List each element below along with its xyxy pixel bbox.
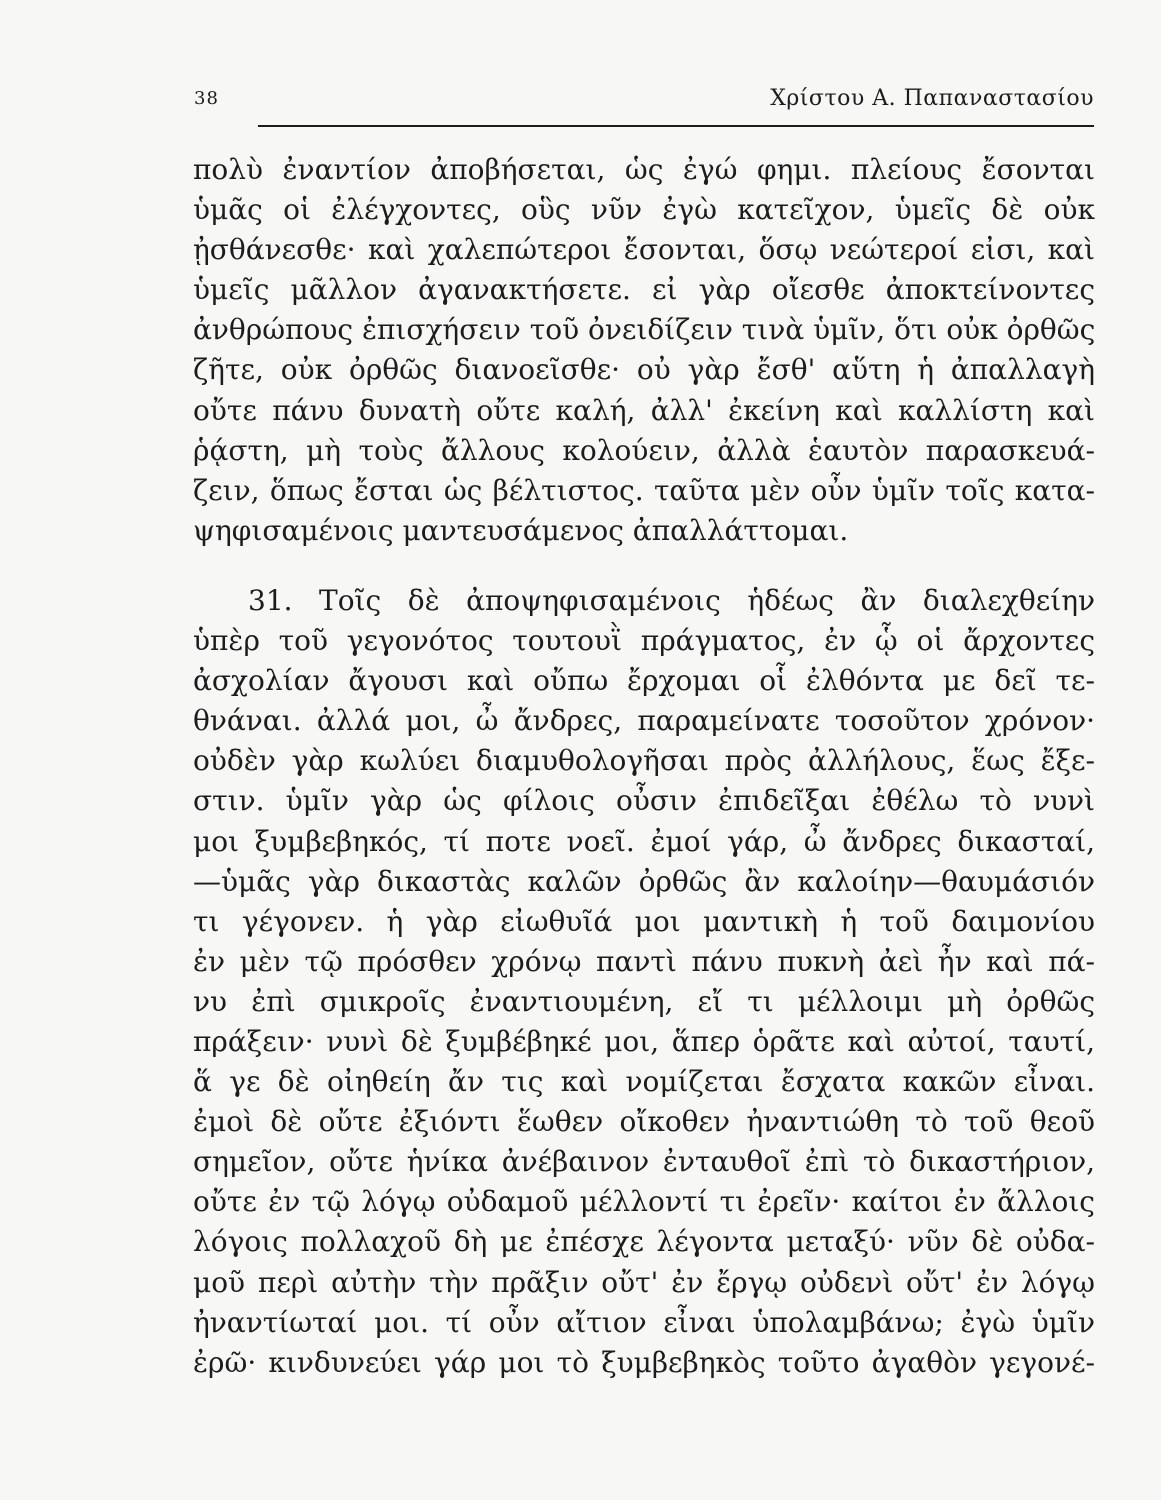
text-line: ἐρῶ· κινδυνεύει γάρ μοι τὸ ξυμβεβηκὸς τοῦτο ἀγαθὸν γεγονέ- (193, 1345, 1095, 1379)
text-line: πράξειν· νυνὶ δὲ ξυμβέβηκέ μοι, ἅπερ ὁρᾶτε καὶ αὐτοί, ταυτί, (193, 1024, 1095, 1058)
text-line: ἐν μὲν τῷ πρόσθεν χρόνῳ παντὶ πάνυ πυκνὴ ἀεὶ ἦν καὶ πά- (193, 944, 1095, 978)
text-line: ψηφισαμένοις μαντευσάμενος ἀπαλλάττομαι. (193, 513, 849, 547)
paragraph-gap (193, 551, 1095, 581)
text-line: θνάναι. ἀλλά μοι, ὦ ἄνδρες, παραμείνατε τοσοῦτον χρόνον· (193, 704, 1095, 738)
page-number: 38 (194, 88, 219, 109)
text-line: ἅ γε δὲ οἰηθείη ἄν τις καὶ νομίζεται ἔσχατα κακῶν εἶναι. (193, 1065, 1095, 1099)
paragraph-1 (193, 150, 1095, 551)
running-head: Χρίστου Α. Παπαναστασίου (770, 86, 1094, 111)
text-line: ῥᾴστη, μὴ τοὺς ἄλλους κολούειν, ἀλλὰ ἑαυτὸν παρασκευά- (193, 433, 1095, 467)
text-line: νυ ἐπὶ σμικροῖς ἐναντιουμένη, εἴ τι μέλλοιμι μὴ ὀρθῶς (193, 984, 1095, 1018)
text-line: ὑμεῖς μᾶλλον ἀγανακτήσετε. εἰ γὰρ οἴεσθε ἀποκτείνοντες (193, 273, 1095, 307)
text-line: πολὺ ἐναντίον ἀποβήσεται, ὡς ἐγώ φημι. πλείους ἔσονται (193, 153, 1095, 186)
text-line: ἀνθρώπους ἐπισχήσειν τοῦ ὀνειδίζειν τινὰ ὑμῖν, ὅτι οὐκ ὀρθῶς (193, 313, 1095, 347)
text-line: ζῆτε, οὐκ ὀρθῶς διανοεῖσθε· οὐ γὰρ ἔσθ' αὕτη ἡ ἀπαλλαγὴ (193, 353, 1095, 387)
text-line: μοι ξυμβεβηκός, τί ποτε νοεῖ. ἐμοί γάρ, ὦ ἄνδρες δικασταί, (193, 824, 1095, 858)
page-header (194, 86, 1094, 120)
text-line: λόγοις πολλαχοῦ δὴ με ἐπέσχε λέγοντα μεταξύ· νῦν δὲ οὐδα- (193, 1225, 1095, 1259)
text-line: οὐδὲν γὰρ κωλύει διαμυθολογῆσαι πρὸς ἀλλήλους, ἕως ἔξε- (193, 744, 1095, 778)
text-line: ἠναντίωταί μοι. τί οὖν αἴτιον εἶναι ὑπολαμβάνω; ἐγὼ ὑμῖν (193, 1305, 1095, 1339)
text-line: τι γέγονεν. ἡ γὰρ εἰωθυῖά μοι μαντικὴ ἡ τοῦ δαιμονίου (193, 904, 1095, 938)
text-line: μοῦ περὶ αὐτὴν τὴν πρᾶξιν οὔτ' ἐν ἔργῳ οὐδενὶ οὔτ' ἐν λόγῳ (193, 1265, 1095, 1299)
text-line: στιν. ὑμῖν γὰρ ὡς φίλοις οὖσιν ἐπιδεῖξαι ἐθέλω τὸ νυνὶ (193, 784, 1095, 818)
text-line: ἐμοὶ δὲ οὔτε ἐξιόντι ἕωθεν οἴκοθεν ἠναντιώθη τὸ τοῦ θεοῦ (193, 1105, 1095, 1139)
text-line: ὑπὲρ τοῦ γεγονότος τουτουῒ πράγματος, ἐν ᾧ οἱ ἄρχοντες (193, 624, 1095, 658)
header-rule (258, 125, 1094, 127)
text-line: ζειν, ὅπως ἔσται ὡς βέλτιστος. ταῦτα μὲν οὖν ὑμῖν τοῖς κατα- (193, 473, 1095, 507)
text-line: 31. Τοῖς δὲ ἀποψηφισαμένοις ἡδέως ἂν διαλεχθείην (248, 583, 1095, 617)
text-line: —ὑμᾶς γὰρ δικαστὰς καλῶν ὀρθῶς ἂν καλοίην—θαυμάσιόν (193, 864, 1095, 898)
text-line: ὑμᾶς οἱ ἐλέγχοντες, οὓς νῦν ἐγὼ κατεῖχον, ὑμεῖς δὲ οὐκ (193, 193, 1095, 227)
body-text (193, 150, 1095, 1383)
paragraph-2 (193, 581, 1095, 1383)
text-line: ᾐσθάνεσθε· καὶ χαλεπώτεροι ἔσονται, ὅσῳ νεώτεροί εἰσι, καὶ (193, 233, 1095, 267)
text-line: οὔτε πάνυ δυνατὴ οὔτε καλή, ἀλλ' ἐκείνη καὶ καλλίστη καὶ (193, 393, 1095, 427)
text-line: οὔτε ἐν τῷ λόγῳ οὐδαμοῦ μέλλοντί τι ἐρεῖν· καίτοι ἐν ἄλλοις (193, 1185, 1095, 1219)
text-line: ἀσχολίαν ἄγουσι καὶ οὔπω ἔρχομαι οἷ ἐλθόντα με δεῖ τε- (193, 664, 1095, 698)
text-line: σημεῖον, οὔτε ἡνίκα ἀνέβαινον ἐνταυθοῖ ἐπὶ τὸ δικαστήριον, (193, 1145, 1095, 1179)
